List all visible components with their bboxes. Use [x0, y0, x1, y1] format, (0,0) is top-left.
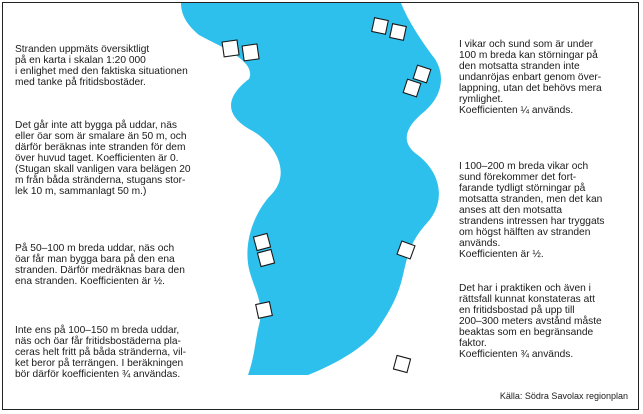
text-100-150m-peninsulas: Inte ens på 100–150 m breda uddar, näs och öar får fritidsbostäderna pla- ceras helt fritt på båda stränderna, vil- ket beror på terrängen. I beräkningen bör därför koefficienten ¾ användas.	[15, 325, 187, 380]
cottage-icon	[393, 355, 410, 372]
cottage-icon	[256, 302, 273, 319]
cottage-icon	[242, 44, 259, 61]
text-measurement-scale: Stranden uppmäts översiktligt på en karta i skalan 1:20 000 i enlighet med den faktiska situationen med tanke på fritidsbostäder.	[15, 44, 188, 88]
cottage-icon	[372, 18, 389, 35]
text-50-100m-peninsulas: På 50–100 m breda uddar, näs och öar får man bygga bara på den ena stranden. Därför medräknas bara den ena stranden. Koefficienten är ½.	[15, 243, 185, 287]
source-credit: Källa: Södra Savolax regionplan	[499, 391, 628, 401]
cottage-icon	[253, 233, 270, 250]
text-100-200m-bays: I 100–200 m breda vikar och sund förekommer det fort- farande tydligt störningar på motsatta stranden, men det kan anses att den motsatta strandens intressen har tryggats om högst hälften av stranden används. Koefficienten är ½.	[459, 161, 605, 260]
text-under-100m-bays: I vikar och sund som är under 100 m breda kan störningar på den motsatta stranden inte undanröjas enbart genom över- lappning, utan det behövs mera rymlighet. Koefficienten ¼ används.	[459, 39, 602, 116]
text-narrow-peninsulas: Det går inte att bygga på uddar, näs eller öar som är smalare än 50 m, och därför beräknas inte stranden för dem över huvud taget. Koefficienten är 0. (Stugan skall vanligen vara belägen 20 m från båda stränderna, stugans stor- lek 10 m, sammanlagt 50 m.)	[15, 120, 191, 197]
text-200-300m-distance: Det har i praktiken och även i rättsfall kunnat konstateras att en fritidsbostad på upp till 200–300 meters avstånd måste beaktas som en begränsande faktor. Koefficienten ¾ används.	[459, 283, 602, 360]
cottage-icon	[390, 24, 407, 41]
figure-frame	[2, 2, 639, 410]
cottage-icon	[257, 249, 274, 266]
